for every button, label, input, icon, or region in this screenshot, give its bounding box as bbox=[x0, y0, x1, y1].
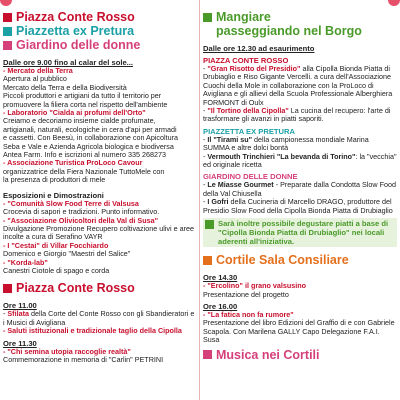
title-giardino-donne: Giardino delle donne bbox=[3, 38, 197, 52]
assoc-line: la presenza di produttori di mele bbox=[3, 175, 106, 185]
menu-item: - Le Miasse Gourmet - Preparate dalla Condotta Slow Food della Val Chiusella bbox=[203, 180, 396, 198]
espo-item-desc: Divulgazione Promozione Recupero coltivazione ulivi e aree incolte a cura di Serafino VAYR bbox=[3, 223, 194, 242]
espo-item-title: - "Associazione Olivicoltori della Val di Susa" bbox=[3, 215, 159, 225]
hours-label: Dalle ore 12.30 ad esaurimento bbox=[203, 44, 315, 53]
title-piazzetta-ex-pretura: Piazzetta ex Pretura bbox=[3, 24, 197, 38]
sfilata-bold: Sfilata bbox=[7, 309, 29, 319]
square-bullet-icon bbox=[203, 350, 212, 359]
time-label: Ore 11.30 bbox=[3, 338, 37, 348]
place-head: PIAZZA CONTE ROSSO bbox=[203, 56, 289, 65]
square-bullet-icon bbox=[3, 27, 12, 36]
menu-item: - "Gran Risotto del Presidio" alla Cipolla Bionda Piatta di Drubiaglio e Riso Gigante Vercelli. a cura dell'Associazione Cuochi della Mole in collaborazione con la ProLoco di Avigliana e gli allievi della Scuola Professionale Alberghiera FORMONT di Oulx bbox=[203, 64, 393, 107]
menu-item: - Vermouth Trinchieri "La bevanda di Torino": la "vecchia" ed originale ricetta bbox=[203, 151, 397, 170]
chi-desc: Commemorazione in memoria di "Carlin" PETRINI bbox=[3, 354, 164, 364]
place-head: PIAZZETTA EX PRETURA bbox=[203, 126, 295, 136]
left-column bbox=[3, 10, 197, 364]
square-bullet-icon bbox=[205, 220, 214, 229]
square-bullet-icon bbox=[203, 256, 212, 265]
mercato-line: Apertura al pubblico bbox=[3, 74, 67, 84]
chi-title: - "Chi semina utopia raccoglie realtà" bbox=[3, 346, 131, 356]
ercolino-title: - "Ercolino" il grano valsusino bbox=[203, 281, 307, 291]
time-label: Ore 14.30 bbox=[203, 273, 238, 283]
mercato-title: - Mercato della Terra bbox=[3, 66, 73, 75]
square-bullet-icon bbox=[203, 13, 212, 22]
square-bullet-icon bbox=[3, 13, 12, 22]
espo-item-title: - I "Cestai" di Villar Focchiardo bbox=[3, 240, 109, 250]
time-label: Ore 11.00 bbox=[3, 301, 37, 311]
title-piazza-conte-rosso-2: Piazza Conte Rosso bbox=[3, 281, 197, 295]
title-piazza-conte-rosso: Piazza Conte Rosso bbox=[3, 10, 197, 24]
espo-item-title: - "Comunità Slow Food Terre di Valsusa bbox=[3, 198, 139, 208]
espo-item-title: - "Korda-lab" bbox=[3, 257, 48, 267]
ercolino-desc: Presentazione del progetto bbox=[203, 289, 289, 299]
menu-item: - "Il Tortino della Cipolla" La cucina del recupero: l'arte di trasformare gli avanzi in piatti saporiti. bbox=[203, 106, 391, 124]
note-box: Sarà inoltre possibile degustare piatti a base di "Cipolla Bionda Piatta di Drubiaglio" nei locali aderenti all'iniziativa. bbox=[203, 218, 397, 247]
title-musica: Musica nei Cortili bbox=[203, 348, 397, 362]
mercato-line: Piccoli produttori e artigiani da tutto il territorio per bbox=[3, 91, 162, 101]
lab-line: Seba e Vale e Azienda Agricola biologica e biodiversa bbox=[3, 141, 174, 151]
mercato-line: Mercato della Terra e della Biodiversità bbox=[3, 82, 127, 92]
saluti-line: - Saluti istituzionali e tradizionale taglio della Cipolla bbox=[3, 326, 182, 336]
column-divider bbox=[199, 0, 200, 400]
lab-line: artigianali, naturali, ecologiche in cera d'api per armadi bbox=[3, 124, 177, 134]
espo-item-desc: Canestri Ciotole di spago e corda bbox=[3, 265, 110, 275]
menu-item: - Il "Tirami su" della campionessa mondiale Marina SUMMA e altre dolci bontà bbox=[203, 134, 369, 153]
espo-head: Esposizioni e Dimostrazioni bbox=[3, 190, 104, 200]
right-column bbox=[203, 10, 397, 362]
lab-line: Creiamo e decoriamo insieme cialde profumate, bbox=[3, 116, 156, 126]
square-bullet-icon bbox=[3, 41, 12, 50]
menu-item: - I Gofri della Cucineria di Marcello DRAGO, produttore del Presidio Slow Food della Cipolla Bionda Piatta di Drubiaglio bbox=[203, 197, 393, 215]
title-cortile: Cortile Sala Consiliare bbox=[203, 253, 397, 267]
lab-line: e cassetti. Con Beesù, in collaborazione con Apicoltura bbox=[3, 133, 178, 143]
hours-label: Dalle ore 9.00 fino al calar del sole... bbox=[3, 58, 133, 67]
mercato-line: promuovere la filiera corta nel rispetto dell'ambiente bbox=[3, 99, 168, 109]
title-mangiare: Mangiare bbox=[203, 10, 397, 24]
espo-item-desc: Domenico e Giorgio "Maestri del Salice" bbox=[3, 249, 131, 259]
sfilata-line: - Sfilata della Corte del Conte Rosso con gli Sbandieratori e i Musici di Avigliana bbox=[3, 309, 195, 327]
espo-item-desc: Crocevia di sapori e tradizioni. Punto informativo. bbox=[3, 207, 160, 217]
lab-title: - Laboratorio "Cialda ai profumi dell'Orto" bbox=[3, 108, 146, 118]
fatica-desc: Presentazione del libro Edizioni del Graffio di e con Gabriele Scapola. Con Marilena GALLY Capo Delegazione F.A.I. Susa bbox=[203, 318, 395, 345]
decor-dot-icon bbox=[388, 0, 400, 6]
place-head: GIARDINO DELLE DONNE bbox=[203, 172, 298, 182]
square-bullet-icon bbox=[3, 284, 12, 293]
assoc-title: - Associazione Turistica ProLoco Cavour bbox=[3, 158, 143, 168]
time-label: Ore 16.00 bbox=[203, 301, 238, 311]
lab-line: Antea Farm. Info e iscrizioni al numero 335 268273 bbox=[3, 150, 167, 160]
decor-dot-icon bbox=[0, 0, 12, 6]
title-passeggiando: passeggiando nel Borgo bbox=[216, 24, 362, 38]
fatica-title: - "La fatica non fa rumore" bbox=[203, 309, 294, 319]
assoc-line: organizzatrice della Fiera Nazionale TuttoMele con bbox=[3, 166, 165, 176]
